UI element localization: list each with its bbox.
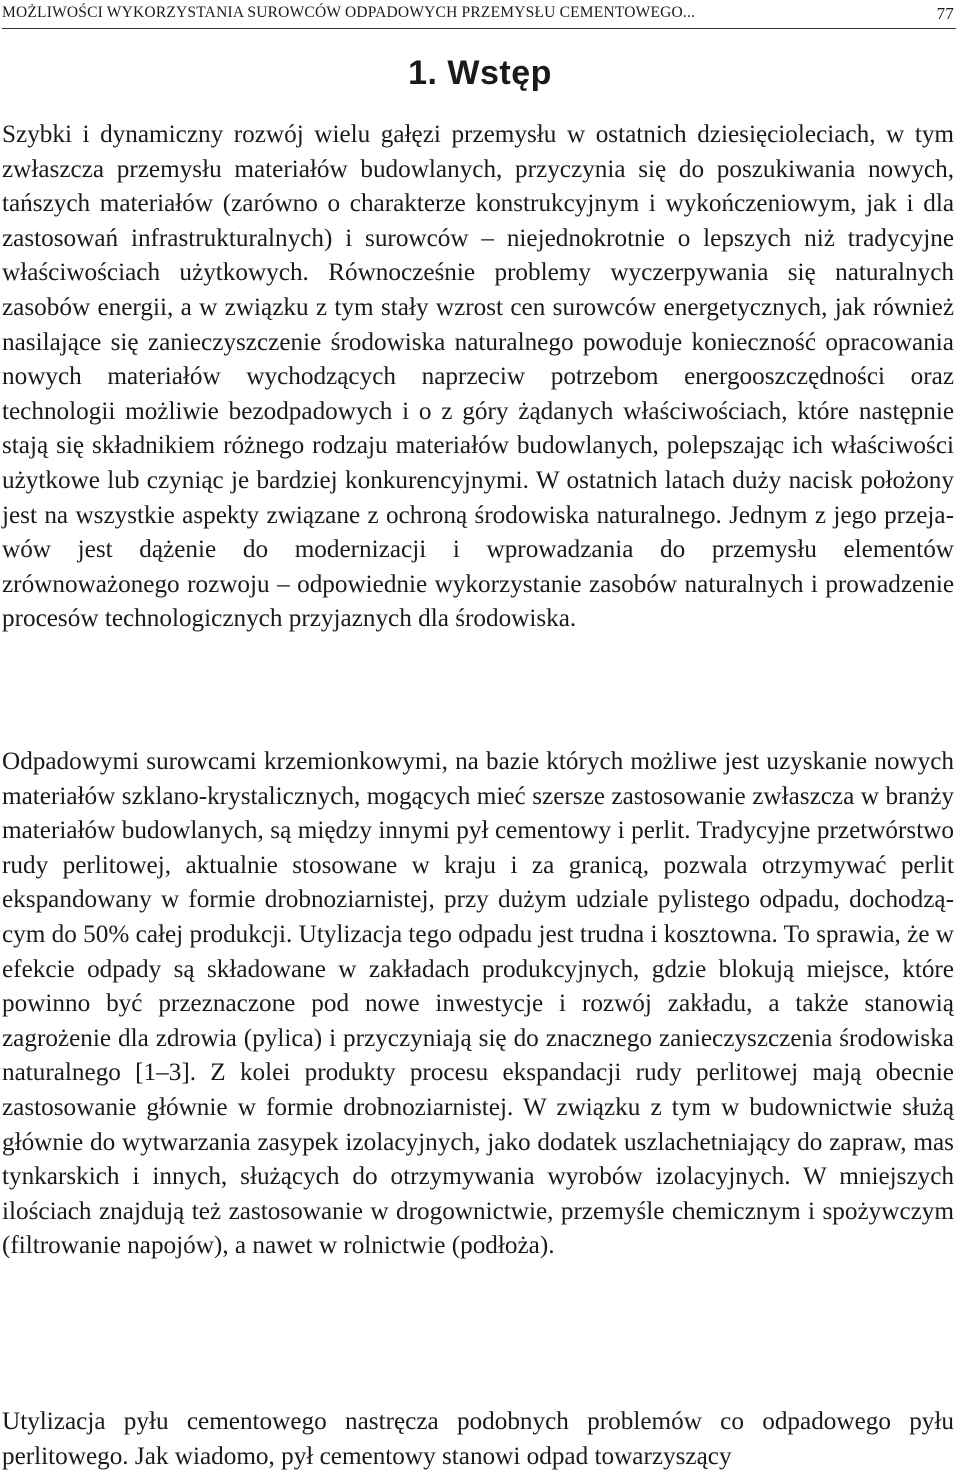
paragraph-cement-dust: Utylizacja pyłu cementowego nastręcza podobnych problemów co odpadowego pyłu perlitowego. Jak wiadomo, pył cementowy stanowi odpad towarzyszący (2, 1408, 954, 1470)
running-header (2, 4, 956, 29)
page-number: 77 (936, 4, 954, 23)
paragraph-waste-materials: Odpadowymi surowcami krzemionkowymi, na bazie których możliwe jest uzyskanie nowych materiałów szklano-krystalicznych, mogących mieć szersze zastosowanie zwłaszcza w branży materiałów budowlanych, są między innymi pył cementowy i perlit. Tradycyjne przetwórstwo rudy perlitowej, aktualnie stosowane w kraju i za granicą, pozwala otrzymywać perlit ekspandowany w formie drobnoziarnistej, przy dużym udziale pylistego odpadu, dochodzącym do 50% całej produkcji. Utylizacja tego odpadu jest trudna i kosztowna. To sprawia, że w efekcie odpady są składowane w zakładach produkcyjnych, gdzie blokują miejsce, które powinno być przeznaczone pod nowe inwestycje i rozwój zakładu, a także stanowią zagrożenie dla zdrowia (pylica) i przyczyniają się do znacznego zanieczyszczenia środowiska naturalnego [1–3]. Z kolei produkty procesu ekspandacji rudy perlitowej mają obecnie zastosowanie głównie w formie drobnoziarnistej. W związku z tym w budownictwie służą głównie do wytwarzania zasypek izolacyjnych, jako dodatek uszlachetniający do zapraw, mas tynkarskich i innych, służących do otrzymywania wyrobów izolacyjnych. W mniejszych ilościach znajdują też zastosowanie w drogownictwie, przemyśle chemicznym i spożywczym (filtrowanie napojów), a nawet w rolnictwie (podłoża). (2, 748, 954, 1260)
paragraph-intro: Szybki i dynamiczny rozwój wielu gałęzi przemysłu w ostatnich dziesięcioleciach, w tym zwłaszcza przemysłu materiałów budowlanych, przyczynia się do poszukiwania nowych, tańszych materiałów (zarówno o charakterze konstrukcyjnym i wykończeniowym, jak i dla zastosowań infrastrukturalnych) i surowców – niejednokrotnie o lepszych niż tradycyjne właściwościach użytkowych. Równocześnie problemy wyczerpywania się naturalnych zasobów energii, a w związku z tym stały wzrost cen surowców energetycznych, jak również nasilające się zanieczyszczenie środowiska naturalnego powoduje konieczność opracowania nowych materiałów wychodzących naprzeciw potrzebom energooszczędności oraz technologii możliwie bezodpadowych i o z góry żądanych właściwościach, które następnie stają się składnikiem różnego rodzaju materiałów budowlanych, polepszając ich właściwości użytkowe lub czyniąc je bardziej konkurencyjnymi. W ostatnich latach duży nacisk położony jest na wszystkie aspekty związane z ochroną środowiska naturalnego. Jednym z jego przejawów jest dążenie do modernizacji i wprowadzania do przemysłu elementów zrównoważonego rozwoju – odpowiednie wykorzystanie zasobów naturalnych i prowadzenie procesów technologicznych przyjaznych dla środowiska. (2, 121, 954, 633)
section-heading: 1. Wstęp (408, 54, 552, 92)
running-title: MOŻLIWOŚCI WYKORZYSTANIA SUROWCÓW ODPADOWYCH PRZEMYSŁU CEMENTOWEGO... (2, 4, 696, 21)
